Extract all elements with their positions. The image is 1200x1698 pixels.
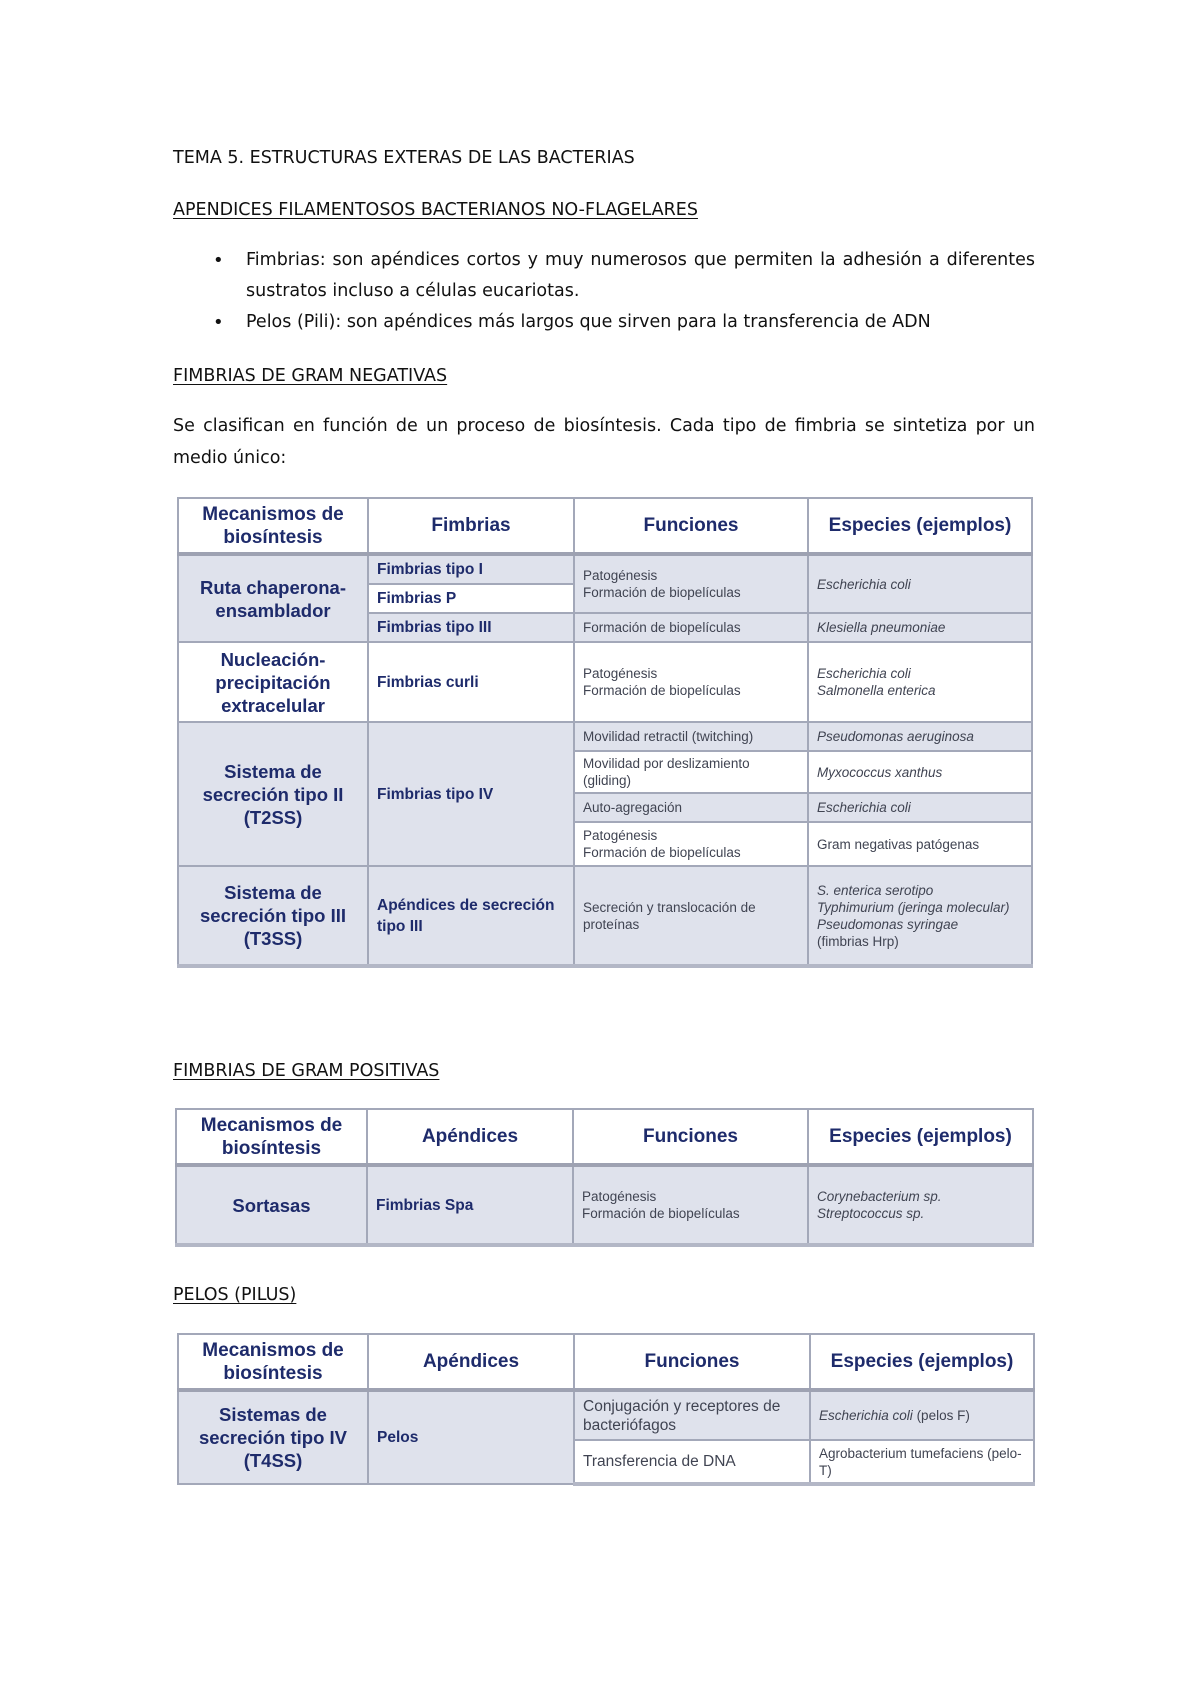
header-mecanismos: Mecanismos de biosíntesis bbox=[176, 1109, 367, 1165]
table-gram-negativas bbox=[177, 497, 1033, 968]
funcion-cell: Secreción y translocación de proteínas bbox=[574, 866, 808, 966]
header-funciones: Funciones bbox=[573, 1109, 808, 1165]
especie-cell: Corynebacterium sp. Streptococcus sp. bbox=[808, 1165, 1033, 1245]
fimbria-cell: Fimbrias P bbox=[368, 584, 574, 613]
header-especies: Especies (ejemplos) bbox=[808, 1109, 1033, 1165]
fimbria-cell: Fimbrias tipo III bbox=[368, 613, 574, 642]
mech-sortasas: Sortasas bbox=[176, 1165, 367, 1245]
paragraph-clasificacion: Se clasifican en función de un proceso de biosíntesis. Cada tipo de fimbria se sintetiza por un medio único: bbox=[173, 416, 1035, 468]
funcion-cell: Formación de biopelículas bbox=[574, 613, 808, 642]
apendice-cell: Pelos bbox=[368, 1390, 574, 1484]
especie-cell: Agrobacterium tumefaciens (pelo-T) bbox=[810, 1440, 1034, 1484]
funcion-cell: Conjugación y receptores de bacteriófagos bbox=[574, 1390, 810, 1440]
table-header-row bbox=[176, 1109, 1033, 1165]
funcion-cell: Patogénesis Formación de biopelículas bbox=[574, 822, 808, 866]
funcion-cell: Transferencia de DNA bbox=[574, 1440, 810, 1484]
table-header-row bbox=[178, 498, 1032, 554]
section-heading-apendices: APENDICES FILAMENTOSOS BACTERIANOS NO-FLAGELARES bbox=[173, 200, 698, 220]
table-header-row bbox=[178, 1334, 1034, 1390]
mech-t2ss: Sistema de secreción tipo II (T2SS) bbox=[178, 722, 368, 866]
especie-cell: Escherichia coli (pelos F) bbox=[810, 1390, 1034, 1440]
section-heading-gram-negativas: FIMBRIAS DE GRAM NEGATIVAS bbox=[173, 366, 448, 386]
especie-cell: Myxococcus xanthus bbox=[808, 751, 1032, 793]
table-row bbox=[178, 642, 1032, 722]
especie-cell: S. enterica serotipo Typhimurium (jeringa molecular) Pseudomonas syringae (fimbrias Hrp) bbox=[808, 866, 1032, 966]
mech-t4ss: Sistemas de secreción tipo IV (T4SS) bbox=[178, 1390, 368, 1484]
section-heading-pelos: PELOS (PILUS) bbox=[173, 1285, 297, 1305]
bullet-fimbrias: • Fimbrias: son apéndices cortos y muy numerosos que permiten la adhesión a diferentes sustratos incluso a células eucariotas. bbox=[173, 245, 1035, 307]
funcion-cell: Movilidad retractil (twitching) bbox=[574, 722, 808, 751]
header-funciones: Funciones bbox=[574, 1334, 810, 1390]
table-row bbox=[176, 1165, 1033, 1245]
funcion-cell: Patogénesis Formación de biopelículas bbox=[573, 1165, 808, 1245]
header-mecanismos: Mecanismos de biosíntesis bbox=[178, 1334, 368, 1390]
fimbria-cell: Apéndices de secreción tipo III bbox=[368, 866, 574, 966]
bullet-pelos: • Pelos (Pili): son apéndices más largos que sirven para la transferencia de ADN bbox=[173, 307, 1035, 338]
mech-ruta-chaperona: Ruta chaperona-ensamblador bbox=[178, 554, 368, 642]
funcion-cell: Auto-agregación bbox=[574, 793, 808, 822]
appendix-bullet-list bbox=[173, 245, 1035, 338]
table-pelos bbox=[177, 1333, 1035, 1486]
apendice-cell: Fimbrias Spa bbox=[367, 1165, 573, 1245]
header-especies: Especies (ejemplos) bbox=[808, 498, 1032, 554]
section-heading-gram-positivas: FIMBRIAS DE GRAM POSITIVAS bbox=[173, 1061, 440, 1081]
table-gram-positivas bbox=[175, 1108, 1034, 1247]
funcion-cell: Patogénesis Formación de biopelículas bbox=[574, 554, 808, 613]
table-row bbox=[178, 554, 1032, 584]
fimbria-cell: Fimbrias tipo IV bbox=[368, 722, 574, 866]
document-title: TEMA 5. ESTRUCTURAS EXTERAS DE LAS BACTERIAS bbox=[173, 148, 635, 168]
table-row bbox=[178, 722, 1032, 751]
fimbria-cell: Fimbrias curli bbox=[368, 642, 574, 722]
header-funciones: Funciones bbox=[574, 498, 808, 554]
funcion-cell: Patogénesis Formación de biopelículas bbox=[574, 642, 808, 722]
mech-nucleacion: Nucleación-precipitación extracelular bbox=[178, 642, 368, 722]
fimbria-cell: Fimbrias tipo I bbox=[368, 554, 574, 584]
especie-cell: Gram negativas patógenas bbox=[808, 822, 1032, 866]
table-row bbox=[178, 1390, 1034, 1440]
mech-t3ss: Sistema de secreción tipo III (T3SS) bbox=[178, 866, 368, 966]
funcion-cell: Movilidad por deslizamiento (gliding) bbox=[574, 751, 808, 793]
header-fimbrias: Fimbrias bbox=[368, 498, 574, 554]
header-especies: Especies (ejemplos) bbox=[810, 1334, 1034, 1390]
especie-cell: Pseudomonas aeruginosa bbox=[808, 722, 1032, 751]
especie-cell: Escherichia coli bbox=[808, 793, 1032, 822]
header-mecanismos: Mecanismos de biosíntesis bbox=[178, 498, 368, 554]
header-apendices: Apéndices bbox=[367, 1109, 573, 1165]
especie-cell: Escherichia coli Salmonella enterica bbox=[808, 642, 1032, 722]
especie-cell: Escherichia coli bbox=[808, 554, 1032, 613]
especie-cell: Klesiella pneumoniae bbox=[808, 613, 1032, 642]
table-row bbox=[178, 866, 1032, 966]
header-apendices: Apéndices bbox=[368, 1334, 574, 1390]
